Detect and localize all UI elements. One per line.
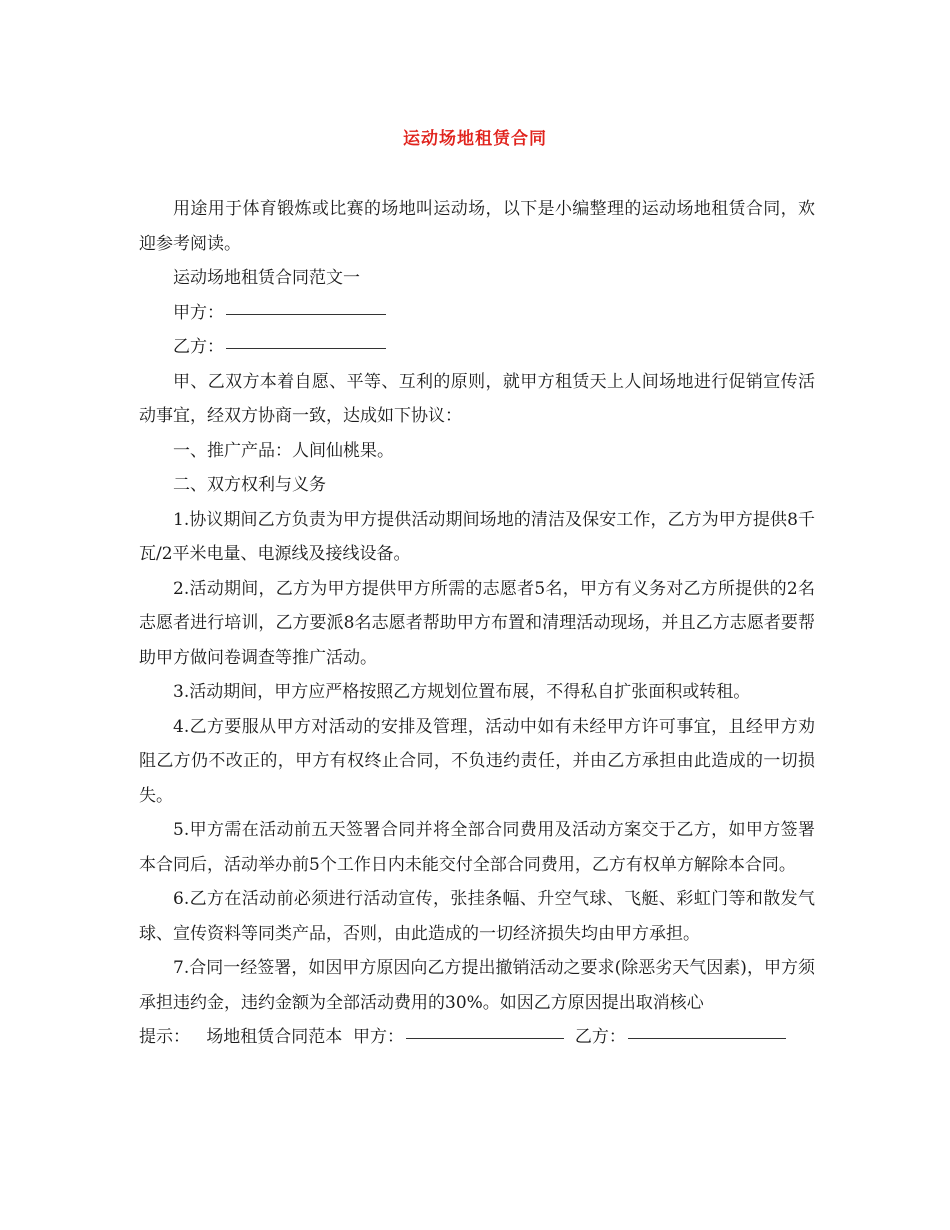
document-title: 运动场地租赁合同: [403, 129, 547, 149]
footer-hint-line: [139, 1020, 815, 1055]
clause-3: 3.活动期间，甲方应严格按照乙方规划位置布展，不得私自扩张面积或转租。: [173, 682, 751, 702]
clause-4: 4.乙方要服从甲方对活动的安排及管理，活动中如有未经甲方许可事宜，且经甲方劝阻乙方仍不改正的，甲方有权终止合同，不负违约责任，并由乙方承担由此造成的一切损失。: [139, 716, 815, 806]
clause-1: 1.协议期间乙方负责为甲方提供活动期间场地的清洁及保安工作，乙方为甲方提供8千瓦/2平米电量、电源线及接线设备。: [139, 509, 815, 564]
preamble-paragraph: 甲、乙双方本着自愿、平等、互利的原则，就甲方租赁天上人间场地进行促销宣传活动事宜，经双方协商一致，达成如下协议：: [139, 371, 815, 426]
footer-party-a-blank: [406, 1037, 564, 1039]
sample-heading: 运动场地租赁合同范文一: [173, 268, 360, 288]
intro-paragraph: 用途用于体育锻炼或比赛的场地叫运动场，以下是小编整理的运动场地租赁合同，欢迎参考阅读。: [139, 199, 815, 254]
party-a-line: [139, 296, 815, 331]
clause-6: 6.乙方在活动前必须进行活动宣传，张挂条幅、升空气球、飞艇、彩虹门等和散发气球、宣传资料等同类产品，否则，由此造成的一切经济损失均由甲方承担。: [139, 889, 815, 944]
footer-party-b-blank: [628, 1037, 786, 1039]
footer-hint-label: 提示：: [139, 1027, 190, 1047]
party-a-blank: [226, 313, 386, 315]
party-b-line: [139, 330, 815, 365]
clause-2: 2.活动期间，乙方为甲方提供甲方所需的志愿者5名，甲方有义务对乙方所提供的2名志愿者进行培训，乙方要派8名志愿者帮助甲方布置和清理活动现场，并且乙方志愿者要帮助甲方做问卷调查等推广活动。: [139, 578, 815, 668]
party-a-label: 甲方：: [173, 302, 224, 323]
clause-7: 7.合同一经签署，如因甲方原因向乙方提出撤销活动之要求(除恶劣天气因素)，甲方须承担违约金，违约金额为全部活动费用的30%。如因乙方原因提出取消核心: [139, 958, 815, 1013]
party-b-label: 乙方：: [173, 337, 224, 357]
section-1-heading: 一、推广产品：人间仙桃果。: [173, 440, 394, 461]
clause-5: 5.甲方需在活动前五天签署合同并将全部合同费用及活动方案交于乙方，如甲方签署本合同后，活动举办前5个工作日内未能交付全部合同费用，乙方有权单方解除本合同。: [139, 820, 815, 875]
section-2-heading: 二、双方权利与义务: [173, 475, 326, 495]
party-b-blank: [226, 347, 386, 349]
footer-party-a-label: 甲方：: [353, 1027, 405, 1047]
document-body: [139, 192, 815, 1055]
footer-hint-text: 场地租赁合同范本: [206, 1027, 343, 1047]
footer-party-b-label: 乙方：: [574, 1027, 626, 1047]
